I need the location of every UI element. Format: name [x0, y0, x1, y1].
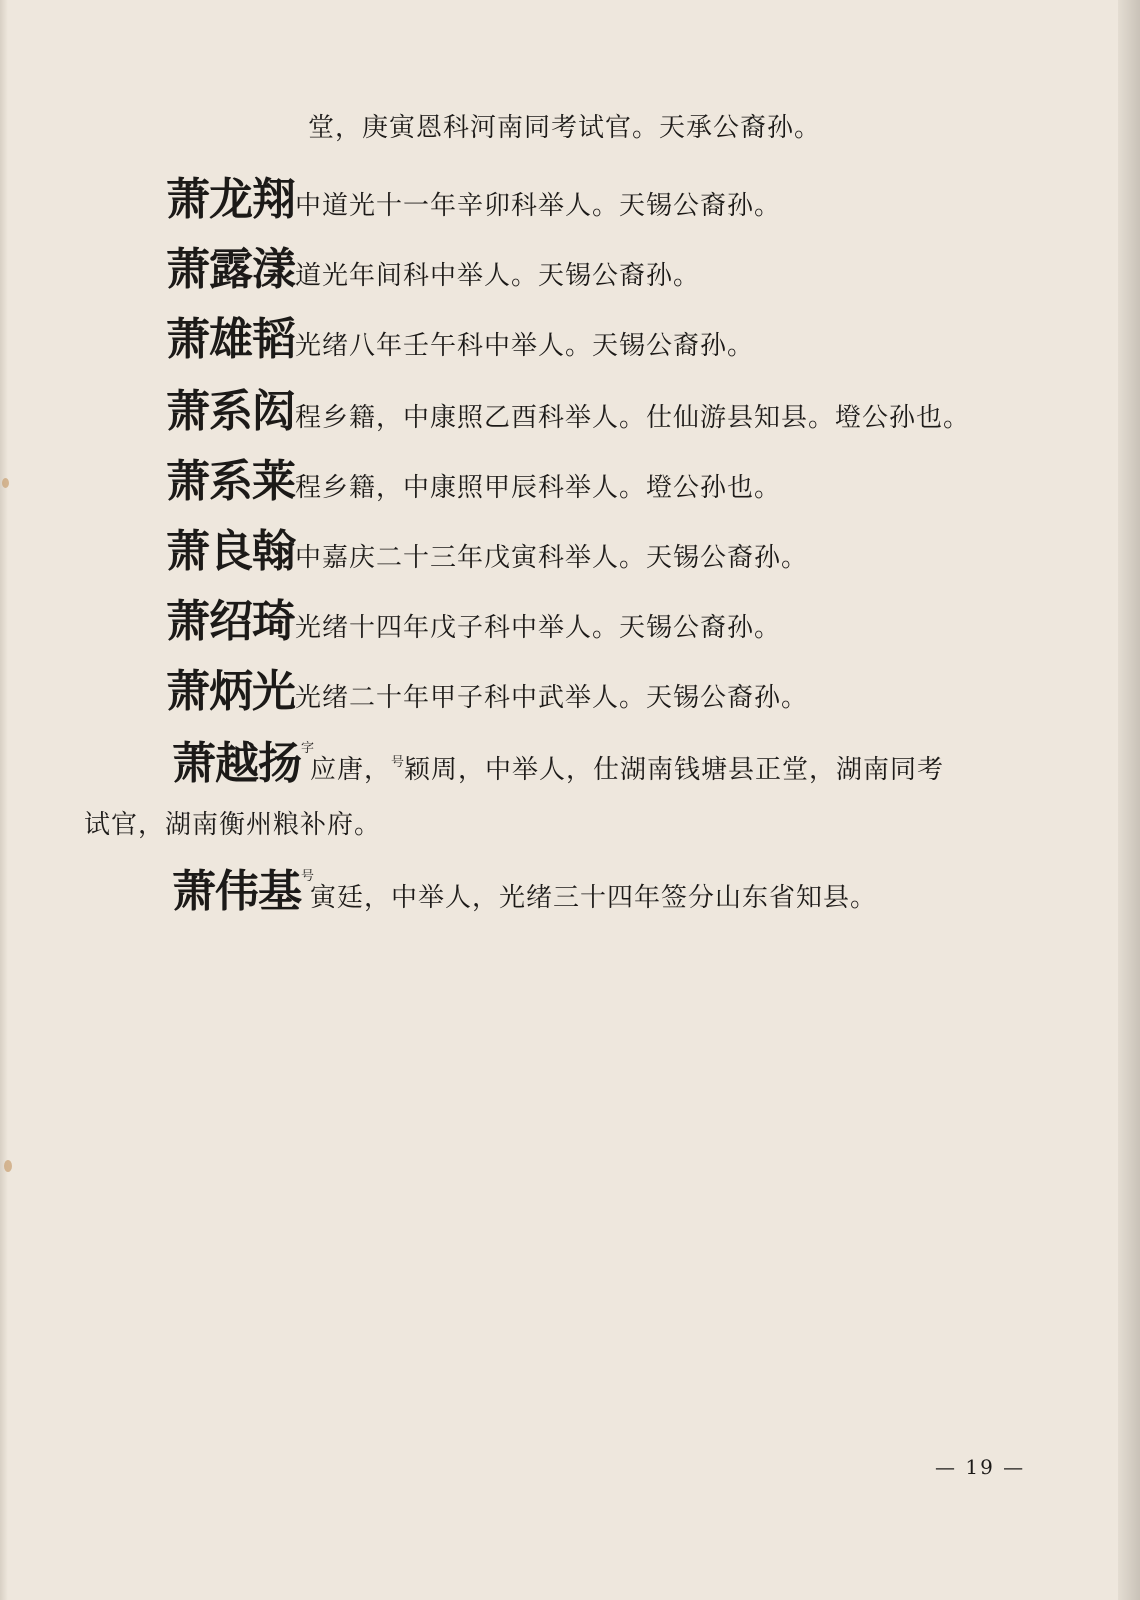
entry-xiao-longxiang [166, 174, 782, 225]
entry-name: 萧伟基 [172, 866, 301, 917]
entry-name: 萧系闳 [166, 386, 295, 437]
entry-xiao-weiji [172, 866, 878, 917]
entry-text: 中道光十一年辛卯科举人。天锡公裔孙。 [295, 191, 782, 221]
entry-text: 道光年间科中举人。天锡公裔孙。 [295, 261, 701, 291]
entry-name: 萧良翰 [166, 526, 295, 577]
entry-text: 应唐， [310, 755, 392, 785]
entry-xiao-xilai [166, 456, 782, 507]
entry-text: 光绪十四年戊子科中举人。天锡公裔孙。 [295, 613, 782, 643]
page-number: — 19 — [935, 1455, 1026, 1479]
entry-text: 光绪八年壬午科中举人。天锡公裔孙。 [295, 331, 755, 361]
entry-text: 光绪二十年甲子科中武举人。天锡公裔孙。 [295, 683, 809, 713]
entry-text: 颖周，中举人，仕湖南钱塘县正堂，湖南同考 [404, 755, 945, 785]
text-line-continued: 堂，庚寅恩科河南同考试官。天承公裔孙。 [308, 113, 822, 143]
annotation-hao: 号 [391, 755, 405, 770]
entry-name: 萧炳光 [166, 666, 295, 717]
entry-xiao-xihong [166, 386, 971, 437]
page-edge-right [1118, 0, 1140, 1600]
entry-text: 程乡籍，中康照甲辰科举人。墱公孙也。 [295, 473, 782, 503]
entry-xiao-xiongtao [166, 314, 755, 365]
text-line-continued: 试官，湖南衡州粮补府。 [84, 810, 382, 840]
entry-xiao-luyang [166, 244, 701, 295]
entry-name: 萧绍琦 [166, 596, 295, 647]
entry-name: 萧龙翔 [166, 174, 295, 225]
entry-name: 萧系莱 [166, 456, 295, 507]
entry-text: 寅廷，中举人，光绪三十四年签分山东省知县。 [310, 883, 878, 913]
entry-xiao-yueyang [172, 738, 945, 789]
page-edge-left [0, 0, 8, 1600]
annotation-hao: 号 [301, 869, 315, 884]
entry-xiao-shaoqi [166, 596, 782, 647]
entry-text: 中嘉庆二十三年戊寅科举人。天锡公裔孙。 [295, 543, 809, 573]
entry-name: 萧雄韬 [166, 314, 295, 365]
entry-name: 萧越扬 [172, 738, 301, 789]
entry-text: 程乡籍，中康照乙酉科举人。仕仙游县知县。墱公孙也。 [295, 403, 971, 433]
foxing-spot [4, 1160, 12, 1172]
foxing-spot [2, 478, 9, 488]
entry-xiao-bingguang [166, 666, 809, 717]
entry-name: 萧露漾 [166, 244, 295, 295]
entry-xiao-lianghan [166, 526, 809, 577]
annotation-zi: 字 [301, 741, 315, 756]
